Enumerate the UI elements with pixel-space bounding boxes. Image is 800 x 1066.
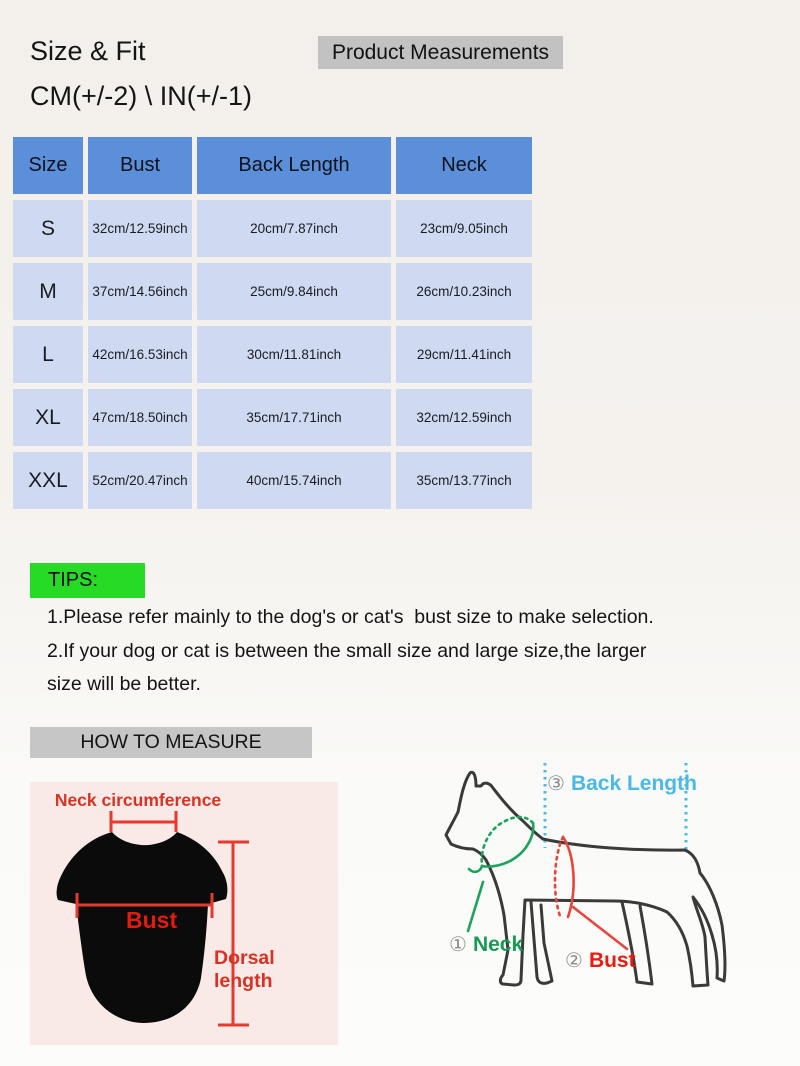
neck-circumference-label: Neck circumference xyxy=(54,790,222,810)
row-m-neck: 26cm/10.23inch xyxy=(396,263,532,320)
dog-measure-diagram xyxy=(430,755,790,1045)
size-table xyxy=(13,137,532,509)
row-xxl-neck: 35cm/13.77inch xyxy=(396,452,532,509)
row-m-bust: 37cm/14.56inch xyxy=(88,263,192,320)
row-xl-size: XL xyxy=(13,389,83,446)
neck-measure-line xyxy=(111,811,176,832)
dog-back-length-label xyxy=(547,771,697,796)
dorsal-length-label: Dorsal length xyxy=(214,947,275,992)
how-to-measure-heading: HOW TO MEASURE xyxy=(30,727,312,758)
row-s-bust: 32cm/12.59inch xyxy=(88,200,192,257)
bust-text: Bust xyxy=(588,949,636,972)
tips-line-2: 2.If your dog or cat is between the small size and large size,the larger xyxy=(47,639,647,662)
row-s-neck: 23cm/9.05inch xyxy=(396,200,532,257)
dog-far-front-leg xyxy=(531,902,552,983)
dog-outline-drawing xyxy=(430,755,790,1045)
neck-ellipse-solid xyxy=(482,823,533,867)
row-s-back-length: 20cm/7.87inch xyxy=(197,200,391,257)
back-length-text: Back Length xyxy=(570,772,697,795)
row-s-size: S xyxy=(13,200,83,257)
shirt-measure-diagram xyxy=(30,782,338,1045)
shirt-bust-label: Bust xyxy=(126,907,178,933)
product-measurements-badge: Product Measurements xyxy=(318,36,563,69)
circled-2-icon: ② xyxy=(565,950,583,972)
neck-pointer-line xyxy=(468,882,483,931)
row-l-neck: 29cm/11.41inch xyxy=(396,326,532,383)
row-l-back-length: 30cm/11.81inch xyxy=(197,326,391,383)
bust-ellipse xyxy=(555,837,627,949)
bust-pointer-line xyxy=(573,907,627,949)
tips-heading: TIPS: xyxy=(30,563,145,598)
col-header-neck: Neck xyxy=(396,137,532,194)
dog-neck-label xyxy=(449,932,523,957)
col-header-back-length: Back Length xyxy=(197,137,391,194)
tips-text xyxy=(47,601,654,702)
tips-line-1: 1.Please refer mainly to the dog's or cat's bust size to make selection. xyxy=(47,606,654,628)
circled-3-icon: ③ xyxy=(547,773,565,795)
circled-1-icon: ① xyxy=(449,934,467,956)
col-header-size: Size xyxy=(13,137,83,194)
row-xl-neck: 32cm/12.59inch xyxy=(396,389,532,446)
col-header-bust: Bust xyxy=(88,137,192,194)
row-l-size: L xyxy=(13,326,83,383)
tips-line-3: size will be better. xyxy=(47,673,201,696)
dog-bust-label xyxy=(565,948,636,973)
shirt-silhouette-drawing xyxy=(30,782,338,1045)
row-m-back-length: 25cm/9.84inch xyxy=(197,263,391,320)
row-xl-bust: 47cm/18.50inch xyxy=(88,389,192,446)
row-m-size: M xyxy=(13,263,83,320)
row-xxl-back-length: 40cm/15.74inch xyxy=(197,452,391,509)
row-xxl-size: XXL xyxy=(13,452,83,509)
row-xxl-bust: 52cm/20.47inch xyxy=(88,452,192,509)
bust-ellipse-dotted xyxy=(555,837,563,916)
tolerance-note: CM(+/-2) \ IN(+/-1) xyxy=(30,81,253,111)
row-l-bust: 42cm/16.53inch xyxy=(88,326,192,383)
page-title: Size & Fit xyxy=(30,36,146,66)
dorsal-measure-line xyxy=(218,842,249,1025)
bust-ellipse-solid xyxy=(563,837,574,917)
row-xl-back-length: 35cm/17.71inch xyxy=(197,389,391,446)
neck-ellipse-hook xyxy=(469,866,482,872)
neck-text: Neck xyxy=(472,933,524,956)
